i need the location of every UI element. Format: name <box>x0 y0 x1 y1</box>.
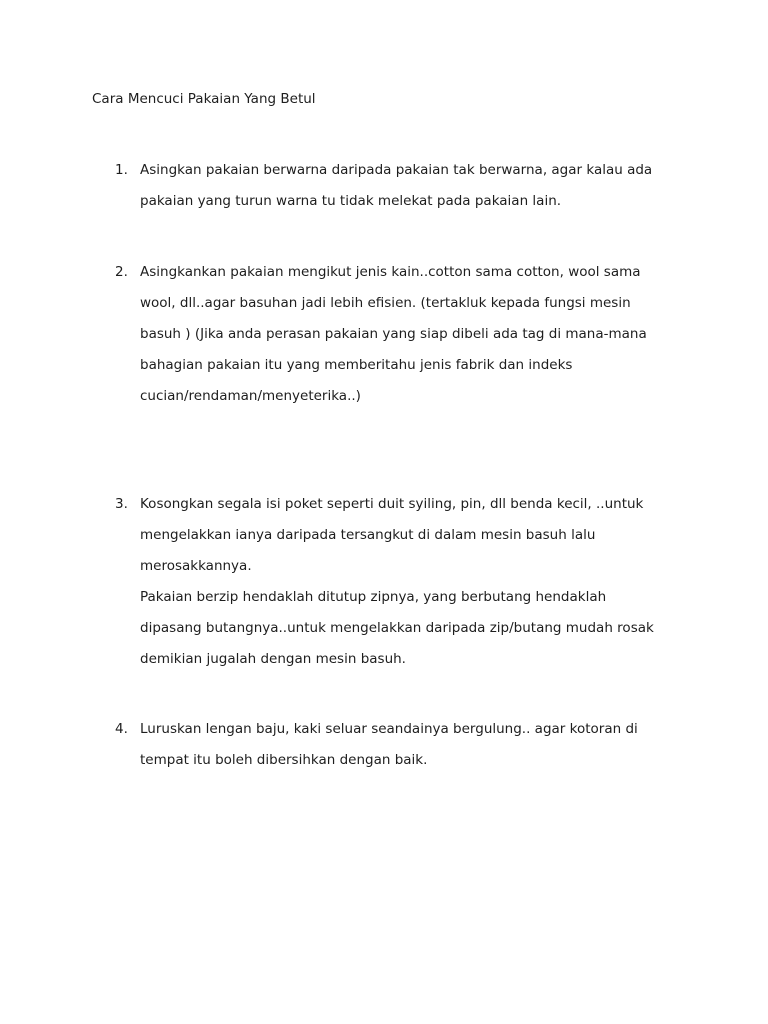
text-line: pakaian yang turun warna tu tidak melekat pada pakaian lain. <box>140 193 562 209</box>
text-line: mengelakkan ianya daripada tersangkut di dalam mesin basuh lalu <box>140 527 596 543</box>
list-item-number: 3. <box>115 496 128 512</box>
list-item-number: 4. <box>115 721 128 737</box>
text-line: demikian jugalah dengan mesin basuh. <box>140 651 406 667</box>
text-line: Pakaian berzip hendaklah ditutup zipnya, yang berbutang hendaklah <box>140 589 607 605</box>
list-item-text <box>140 714 680 776</box>
text-line: merosakkannya. <box>140 558 252 574</box>
text-line: wool, dll..agar basuhan jadi lebih efisien. (tertakluk kepada fungsi mesin <box>140 295 631 311</box>
list-item-number: 1. <box>115 162 128 178</box>
text-line: Luruskan lengan baju, kaki seluar seandainya bergulung.. agar kotoran di <box>140 721 638 737</box>
list-item-number: 2. <box>115 264 128 280</box>
text-line: basuh ) (Jika anda perasan pakaian yang siap dibeli ada tag di mana-mana <box>140 326 647 342</box>
text-line: Asingkankan pakaian mengikut jenis kain..cotton sama cotton, wool sama <box>140 264 641 280</box>
list-item-text <box>140 489 680 675</box>
text-line: cucian/rendaman/menyeterika..) <box>140 388 361 404</box>
text-line: dipasang butangnya..untuk mengelakkan daripada zip/butang mudah rosak <box>140 620 654 636</box>
list-item-text <box>140 257 680 412</box>
text-line: tempat itu boleh dibersihkan dengan baik. <box>140 752 428 768</box>
list-item-text <box>140 155 680 217</box>
text-line: bahagian pakaian itu yang memberitahu jenis fabrik dan indeks <box>140 357 573 373</box>
document-title: Cara Mencuci Pakaian Yang Betul <box>92 91 316 107</box>
text-line: Asingkan pakaian berwarna daripada pakaian tak berwarna, agar kalau ada <box>140 162 653 178</box>
text-line: Kosongkan segala isi poket seperti duit syiling, pin, dll benda kecil, ..untuk <box>140 496 644 512</box>
